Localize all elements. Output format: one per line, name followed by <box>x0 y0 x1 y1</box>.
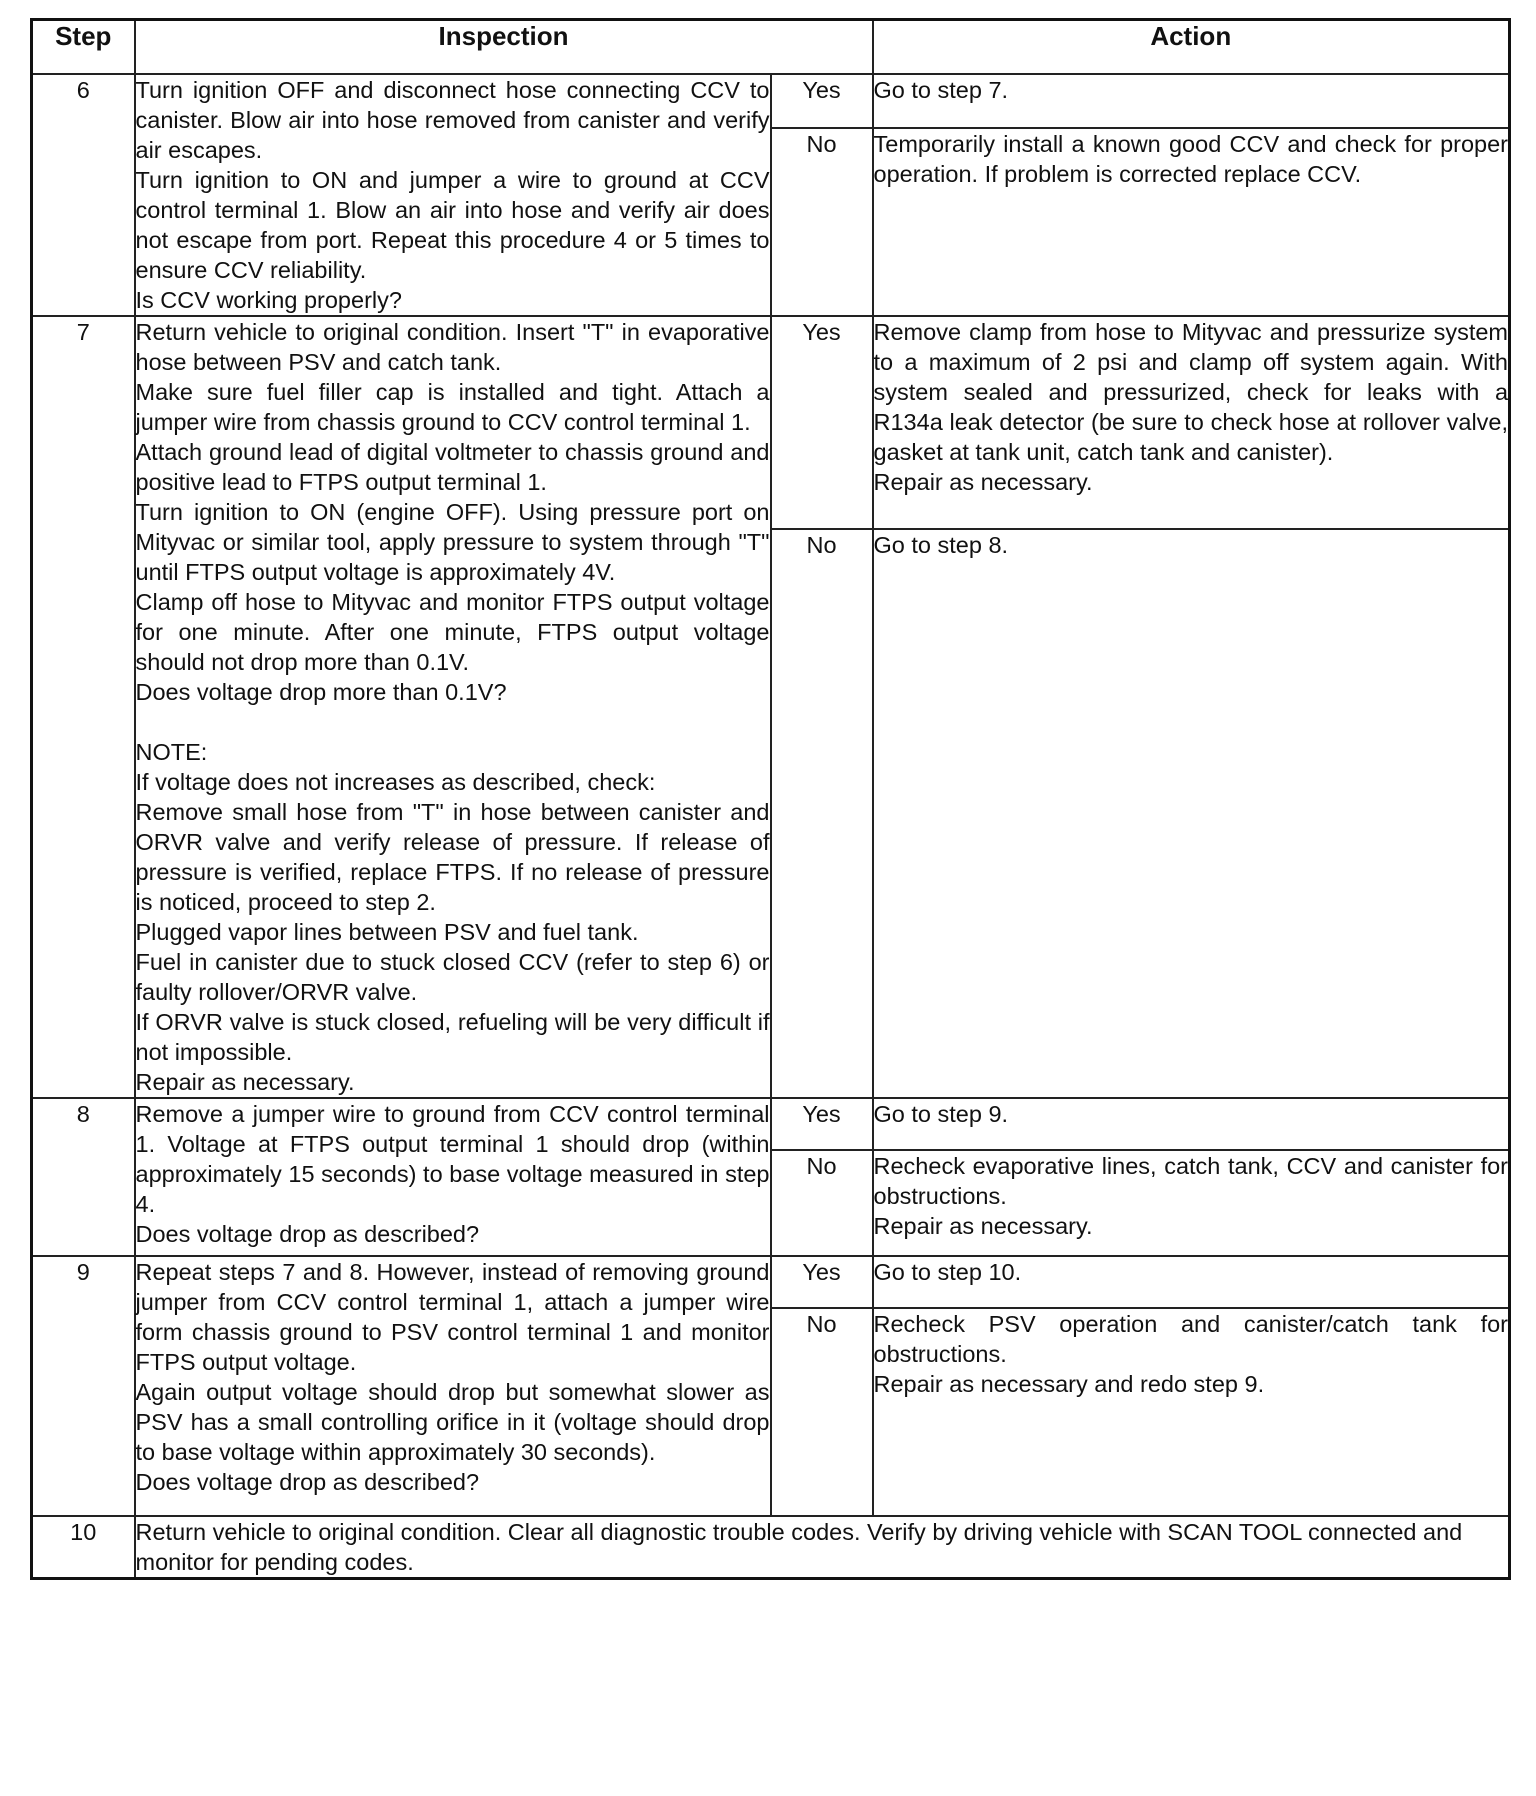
text-line: Repair as necessary. <box>873 469 1093 495</box>
text-line: Make sure fuel filler cap is installed and tight. Attach a jumper wire from chassis ground to CCV control terminal 1. <box>135 379 770 435</box>
step-number: 6 <box>32 74 135 316</box>
text-line: Go to step 9. <box>873 1101 1009 1127</box>
text-line: Clamp off hose to Mityvac and monitor FTPS output voltage for one minute. After one minute, FTPS output voltage should not drop more than 0.1V. <box>135 589 770 675</box>
inspection-cell <box>135 316 771 1098</box>
table-row <box>32 74 1510 128</box>
diagnostic-table <box>30 18 1511 1580</box>
blank-line <box>136 707 770 737</box>
no-action-cell <box>873 1150 1510 1256</box>
text-line: Temporarily install a known good CCV and check for proper operation. If problem is corrected replace CCV. <box>873 131 1509 188</box>
header-step: Step <box>32 20 135 75</box>
yes-label: Yes <box>771 316 873 529</box>
text-line: Repair as necessary and redo step 9. <box>873 1371 1265 1397</box>
text-line: NOTE: <box>135 739 208 765</box>
step-number: 7 <box>32 316 135 1098</box>
table-header-row <box>32 20 1510 75</box>
yes-action-cell <box>873 74 1510 128</box>
text-line: Repair as necessary. <box>873 1213 1093 1239</box>
table-row-final <box>32 1516 1510 1579</box>
text-line: Again output voltage should drop but somewhat slower as PSV has a small controlling orifice in it (voltage should drop to base voltage within approximately 30 seconds). <box>135 1379 770 1465</box>
no-label: No <box>771 529 873 1098</box>
no-action-cell <box>873 1308 1510 1516</box>
yes-action-cell <box>873 316 1510 529</box>
text-line: Go to step 8. <box>873 532 1009 559</box>
table-row <box>32 316 1510 529</box>
text-line: Remove small hose from "T" in hose between canister and ORVR valve and verify release of pressure. If release of pressure is verified, replace FTPS. If no release of pressure is noticed, proceed to step 2. <box>135 799 770 915</box>
text-line: Is CCV working properly? <box>135 287 402 313</box>
text-line: Return vehicle to original condition. Insert "T" in evaporative hose between PSV and catch tank. <box>135 319 770 375</box>
text-line: Turn ignition OFF and disconnect hose connecting CCV to canister. Blow air into hose removed from canister and verify air escapes. <box>135 77 770 163</box>
header-inspection: Inspection <box>135 20 873 75</box>
text-line: Go to step 7. <box>873 77 1009 103</box>
text-line: Remove clamp from hose to Mityvac and pressurize system to a maximum of 2 psi and clamp off system again. With system sealed and pressurized, check for leaks with a R134a leak detector (be sure to check hose at rollover valve, gasket at tank unit, catch tank and canister). <box>873 319 1509 465</box>
no-action-cell <box>873 128 1510 316</box>
no-action-cell <box>873 529 1510 1098</box>
text-line: Attach ground lead of digital voltmeter to chassis ground and positive lead to FTPS output terminal 1. <box>135 439 770 495</box>
final-instruction: Return vehicle to original condition. Clear all diagnostic trouble codes. Verify by driving vehicle with SCAN TOOL connected and monitor for pending codes. <box>135 1516 1510 1579</box>
diagnostic-table-page <box>30 18 1508 1580</box>
text-line: Recheck evaporative lines, catch tank, CCV and canister for obstructions. <box>873 1153 1509 1209</box>
no-label: No <box>771 128 873 316</box>
text-line: If voltage does not increases as described, check: <box>135 769 656 795</box>
inspection-cell <box>135 74 771 316</box>
yes-label: Yes <box>771 1256 873 1308</box>
step-number: 9 <box>32 1256 135 1516</box>
text-line: Plugged vapor lines between PSV and fuel tank. <box>135 919 639 945</box>
inspection-cell <box>135 1256 771 1516</box>
text-line: Go to step 10. <box>873 1259 1022 1285</box>
no-label: No <box>771 1150 873 1256</box>
text-line: Recheck PSV operation and canister/catch tank for obstructions. <box>873 1311 1509 1367</box>
text-line: Repair as necessary. <box>135 1069 355 1095</box>
text-line: Turn ignition to ON and jumper a wire to ground at CCV control terminal 1. Blow an air into hose and verify air does not escape from port. Repeat this procedure 4 or 5 times to ensure CCV reliability. <box>135 167 770 283</box>
table-body <box>32 74 1510 1579</box>
yes-action-cell <box>873 1098 1510 1150</box>
no-label: No <box>771 1308 873 1516</box>
inspection-cell <box>135 1098 771 1256</box>
header-action: Action <box>873 20 1510 75</box>
yes-label: Yes <box>771 1098 873 1150</box>
table-row <box>32 1098 1510 1150</box>
yes-label: Yes <box>771 74 873 128</box>
text-line: Repeat steps 7 and 8. However, instead of removing ground jumper from CCV control terminal 1, attach a jumper wire form chassis ground to PSV control terminal 1 and monitor FTPS output voltage. <box>135 1259 770 1375</box>
step-number: 8 <box>32 1098 135 1256</box>
text-line: Turn ignition to ON (engine OFF). Using pressure port on Mityvac or similar tool, apply pressure to system through "T" until FTPS output voltage is approximately 4V. <box>135 499 770 585</box>
text-line: If ORVR valve is stuck closed, refueling will be very difficult if not impossible. <box>135 1009 770 1065</box>
text-line: Does voltage drop more than 0.1V? <box>135 679 507 705</box>
text-line: Fuel in canister due to stuck closed CCV (refer to step 6) or faulty rollover/ORVR valve. <box>135 949 770 1005</box>
yes-action-cell <box>873 1256 1510 1308</box>
table-row <box>32 1256 1510 1308</box>
text-line: Does voltage drop as described? <box>135 1221 480 1247</box>
step-number: 10 <box>32 1516 135 1579</box>
text-line: Does voltage drop as described? <box>135 1469 480 1495</box>
text-line: Remove a jumper wire to ground from CCV control terminal 1. Voltage at FTPS output terminal 1 should drop (within approximately 15 seconds) to base voltage measured in step 4. <box>135 1101 770 1217</box>
